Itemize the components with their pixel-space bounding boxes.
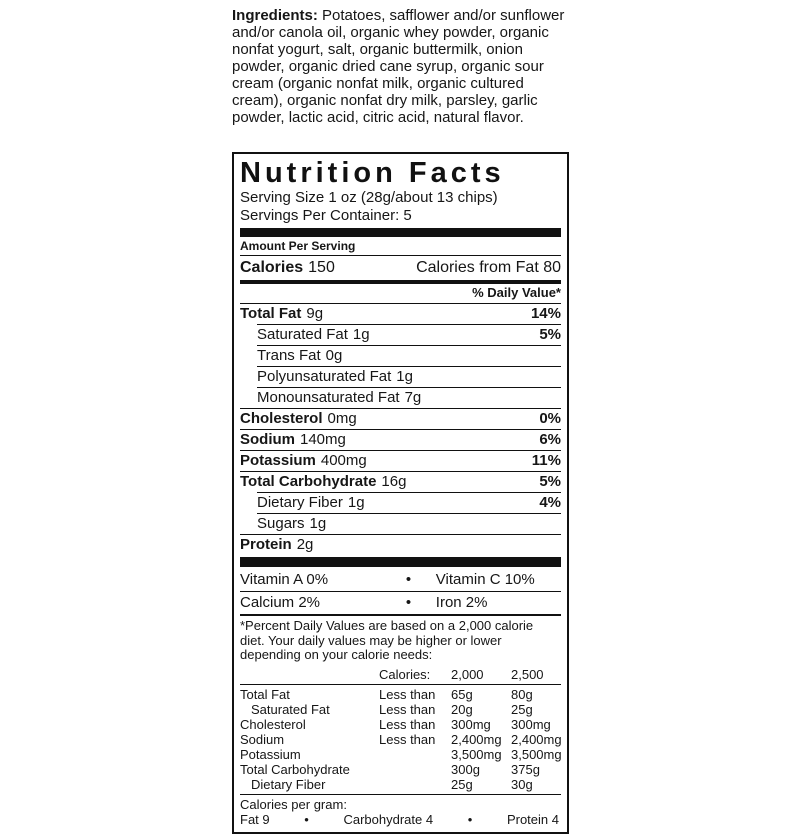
servings-per-container: Servings Per Container: 5 bbox=[240, 207, 412, 224]
nutrition-facts-panel bbox=[232, 152, 569, 834]
calories-from-fat: Calories from Fat 80 bbox=[416, 259, 561, 276]
ingredients-label: Ingredients: bbox=[232, 7, 318, 24]
dv-value: 5% bbox=[539, 326, 561, 343]
bullet-separator: • bbox=[467, 811, 473, 827]
calories-value: 150 bbox=[308, 259, 335, 276]
daily-value-header: % Daily Value* bbox=[240, 284, 561, 304]
bullet-separator: • bbox=[405, 593, 412, 611]
thick-bar bbox=[240, 228, 561, 237]
dv-table-col-2500: 2,500 bbox=[511, 666, 544, 682]
calories-per-gram-values bbox=[240, 812, 561, 827]
iron: Iron 2% bbox=[435, 593, 488, 611]
bullet-separator: • bbox=[304, 811, 309, 827]
dv-table-row: Saturated Fat Less than 20g 25g bbox=[251, 701, 533, 717]
nutrition-facts-title: Nutrition Facts bbox=[240, 157, 505, 189]
cpg-carbohydrate: Carbohydrate 4 bbox=[343, 811, 434, 827]
dv-table-row: Potassium 3,500mg 3,500mg bbox=[240, 746, 562, 762]
ingredients-paragraph bbox=[232, 7, 574, 126]
vitamin-row-calcium-iron bbox=[240, 592, 561, 614]
dv-value: 4% bbox=[539, 494, 561, 511]
dv-table-row: Total Carbohydrate 300g 375g bbox=[240, 761, 540, 777]
dv-table-row: Dietary Fiber 25g 30g bbox=[251, 776, 533, 792]
bullet-separator: • bbox=[405, 570, 412, 588]
dv-value: 11% bbox=[531, 452, 561, 469]
nutrient-row-monounsaturated-fat: Monounsaturated Fat 7g bbox=[257, 389, 422, 406]
nutrient-row-total-carbohydrate: Total Carbohydrate 16g 5% bbox=[240, 473, 561, 490]
nutrient-row-sugars: Sugars 1g bbox=[257, 515, 327, 532]
nutrient-row-polyunsaturated-fat: Polyunsaturated Fat 1g bbox=[257, 368, 413, 385]
daily-values-footnote: *Percent Daily Values are based on a 2,000 calorie diet. Your daily values may be higher or lower depending on your calorie needs: bbox=[240, 618, 534, 662]
calories-label: Calories bbox=[240, 259, 304, 276]
nutrient-row-protein: Protein 2g bbox=[240, 536, 314, 553]
nutrient-row-total-fat: Total Fat 9g 14% bbox=[240, 305, 561, 322]
vitamin-a: Vitamin A 0% bbox=[240, 570, 329, 588]
serving-size: Serving Size 1 oz (28g/about 13 chips) bbox=[240, 189, 498, 206]
amount-per-serving-header: Amount Per Serving bbox=[240, 239, 561, 256]
dv-value: 14% bbox=[530, 305, 561, 322]
dv-table-row: Sodium Less than 2,400mg 2,400mg bbox=[240, 731, 562, 747]
dv-value: 6% bbox=[539, 431, 561, 448]
calories-row bbox=[240, 256, 561, 280]
cpg-fat: Fat 9 bbox=[240, 811, 270, 827]
nutrient-row-saturated-fat: Saturated Fat 1g 5% bbox=[257, 326, 561, 343]
nutrient-row-potassium: Potassium 400mg 11% bbox=[240, 452, 561, 469]
dv-table-header bbox=[240, 667, 561, 685]
nutrient-row-sodium: Sodium 140mg 6% bbox=[240, 431, 561, 448]
nutrient-row-cholesterol: Cholesterol 0mg 0% bbox=[240, 410, 561, 427]
thick-bar bbox=[240, 557, 561, 567]
dv-table-row: Cholesterol Less than 300mg 300mg bbox=[240, 716, 551, 732]
cpg-protein: Protein 4 bbox=[506, 811, 559, 827]
nutrient-row-dietary-fiber: Dietary Fiber 1g 4% bbox=[257, 494, 561, 511]
ingredients-text: Potatoes, safflower and/or sunflower and/or canola oil, organic whey powder, organic nonfat yogurt, salt, organic buttermilk, onion powder, organic dried cane syrup, organic sour cream (organic nonfat milk, organic cultured cream), organic nonfat dry milk, parsley, garlic powder, lactic acid, citric acid, natural flavor. bbox=[232, 7, 565, 126]
dv-table-calories-label: Calories: bbox=[379, 666, 431, 682]
calories-amount bbox=[240, 258, 335, 277]
nutrient-row-trans-fat: Trans Fat 0g bbox=[257, 347, 343, 364]
calories-per-gram-label: Calories per gram: bbox=[240, 796, 347, 812]
dv-value: 5% bbox=[539, 473, 561, 490]
calories-per-gram-section bbox=[240, 794, 561, 827]
dv-table-col-2000: 2,000 bbox=[451, 666, 484, 682]
vitamin-c: Vitamin C 10% bbox=[435, 570, 535, 588]
calcium: Calcium 2% bbox=[240, 593, 321, 611]
dv-value: 0% bbox=[539, 410, 561, 427]
dv-table-row: Total Fat Less than 65g 80g bbox=[240, 686, 533, 702]
daily-values-table bbox=[240, 667, 561, 792]
vitamin-row-a-c bbox=[240, 569, 561, 591]
